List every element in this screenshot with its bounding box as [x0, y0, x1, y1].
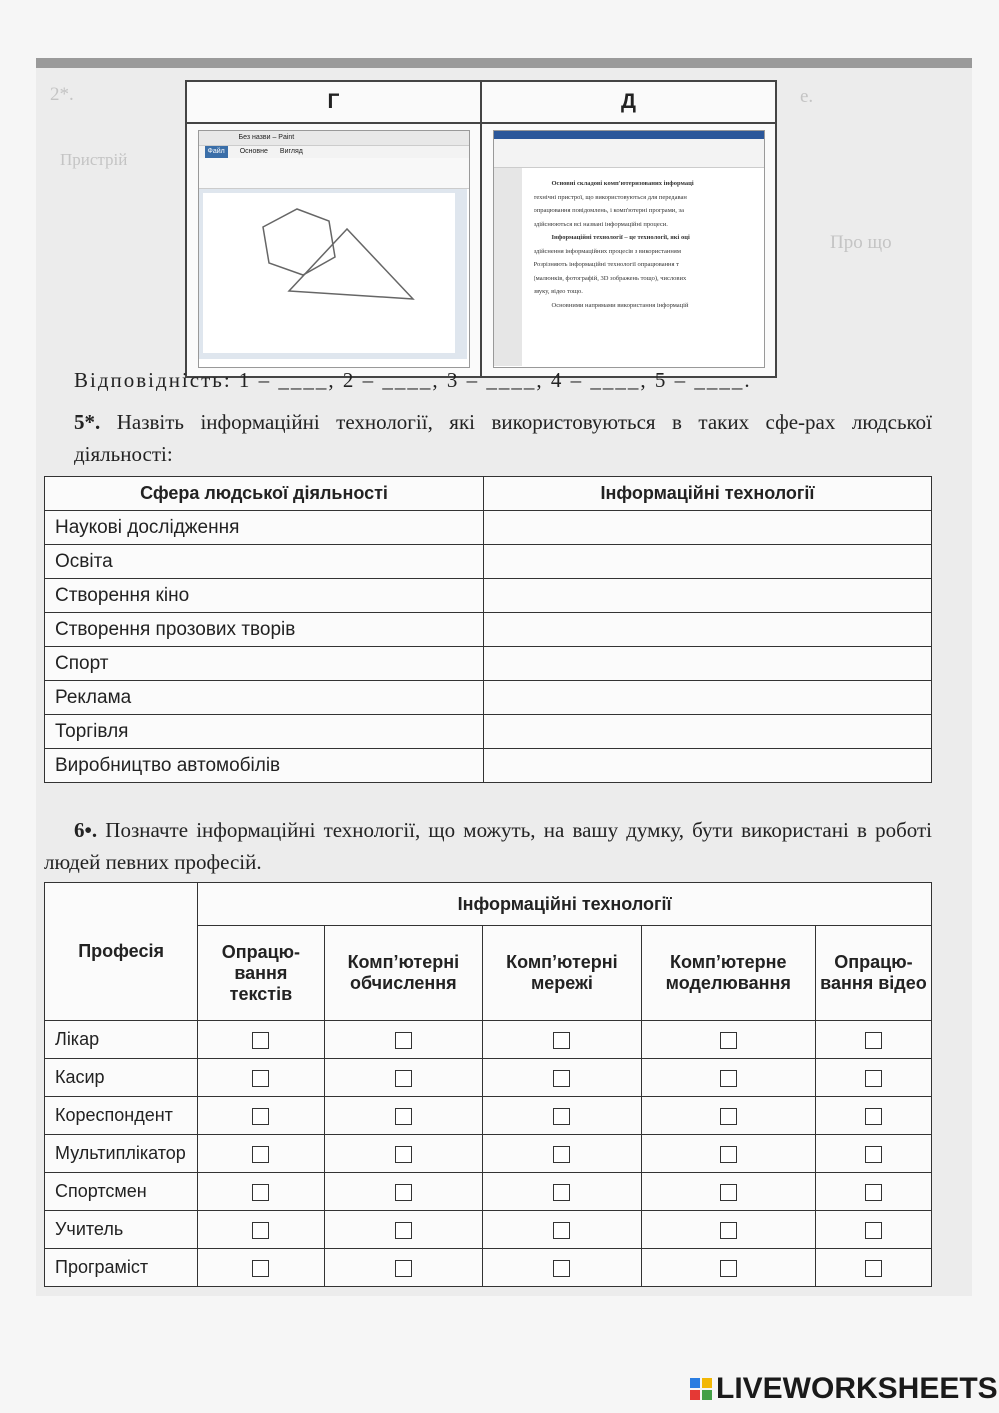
profession-cell: Кореспондент — [45, 1097, 198, 1135]
task6-question: Позначте інформаційні технології, що можуть, на вашу думку, бути використані в роботі людей певних професій. — [44, 818, 932, 874]
checkbox[interactable] — [720, 1108, 737, 1125]
sphere-cell: Торгівля — [45, 715, 484, 749]
checkbox-cell — [815, 1021, 931, 1059]
table-row — [45, 511, 932, 545]
checkbox-cell — [641, 1097, 815, 1135]
task5-text — [74, 406, 932, 470]
it-column-header: Опрацю-вання відео — [815, 926, 931, 1021]
checkbox[interactable] — [865, 1108, 882, 1125]
it-answer-cell[interactable] — [484, 681, 932, 715]
checkbox-cell — [324, 1097, 483, 1135]
checkbox-cell — [324, 1249, 483, 1287]
checkbox[interactable] — [865, 1146, 882, 1163]
bleed-through-text: Пристрій — [60, 150, 128, 169]
checkbox[interactable] — [252, 1032, 269, 1049]
word-doc-line: здійснення інформаційних процесів з використанням — [533, 247, 681, 255]
checkbox[interactable] — [553, 1108, 570, 1125]
it-answer-cell[interactable] — [484, 749, 932, 783]
checkbox[interactable] — [720, 1032, 737, 1049]
word-doc-line: Основні складові комп'ютеризованих інформаці — [551, 180, 694, 187]
task5-col1-header: Сфера людської діяльності — [45, 477, 484, 511]
sphere-cell: Наукові дослідження — [45, 511, 484, 545]
checkbox[interactable] — [865, 1032, 882, 1049]
it-answer-cell[interactable] — [484, 511, 932, 545]
checkbox-cell — [483, 1059, 642, 1097]
table-row — [45, 647, 932, 681]
checkbox[interactable] — [720, 1260, 737, 1277]
table-row — [45, 681, 932, 715]
profession-cell: Спортсмен — [45, 1173, 198, 1211]
checkbox[interactable] — [252, 1222, 269, 1239]
sphere-cell: Освіта — [45, 545, 484, 579]
checkbox-cell — [324, 1173, 483, 1211]
it-column-header: Опрацю-вання текстів — [198, 926, 324, 1021]
figure-g-cell — [186, 123, 481, 377]
sphere-cell: Створення кіно — [45, 579, 484, 613]
it-answer-cell[interactable] — [484, 647, 932, 681]
bleed-through-text: e. — [800, 86, 814, 107]
word-title-bar — [494, 131, 764, 139]
checkbox[interactable] — [252, 1260, 269, 1277]
checkbox[interactable] — [553, 1070, 570, 1087]
checkbox[interactable] — [865, 1222, 882, 1239]
word-doc-line: опрацювання повідомлень, і комп'ютерні програми, за — [533, 207, 684, 214]
checkbox-cell — [198, 1097, 324, 1135]
checkbox[interactable] — [252, 1184, 269, 1201]
checkbox-cell — [483, 1097, 642, 1135]
profession-cell: Мультиплікатор — [45, 1135, 198, 1173]
table-row — [45, 749, 932, 783]
liveworksheets-logo — [690, 1372, 998, 1406]
word-doc-line: (малюнків, фотографій, 3D зображень тощо), числових — [533, 274, 687, 282]
liveworksheets-mark-icon — [690, 1378, 712, 1400]
checkbox-cell — [198, 1021, 324, 1059]
checkbox-cell — [198, 1059, 324, 1097]
checkbox-cell — [815, 1135, 931, 1173]
word-doc-line: здійснюються всі названі інформаційні процеси. — [533, 220, 668, 228]
paint-tab-home: Основне — [239, 148, 268, 155]
bleed-through-text: Про що — [830, 232, 892, 253]
task6-table — [44, 882, 932, 1287]
checkbox-cell — [198, 1249, 324, 1287]
checkbox[interactable] — [553, 1222, 570, 1239]
sphere-cell: Виробництво автомобілів — [45, 749, 484, 783]
sphere-cell: Реклама — [45, 681, 484, 715]
word-ribbon — [494, 139, 764, 168]
checkbox-cell — [324, 1211, 483, 1249]
word-doc-line: Основними напрямами використання інформацій — [551, 301, 689, 309]
checkbox-cell — [815, 1173, 931, 1211]
paint-tab-file: Файл — [205, 146, 228, 158]
sphere-cell: Створення прозових творів — [45, 613, 484, 647]
checkbox-cell — [483, 1249, 642, 1287]
table-row — [45, 1021, 932, 1059]
bleed-through-text: 2*. — [50, 84, 74, 105]
table-row — [45, 1059, 932, 1097]
checkbox[interactable] — [395, 1222, 412, 1239]
checkbox[interactable] — [553, 1146, 570, 1163]
checkbox-cell — [815, 1211, 931, 1249]
table-row — [45, 613, 932, 647]
table-row — [45, 1211, 932, 1249]
checkbox-cell — [324, 1135, 483, 1173]
task5-number: 5*. — [74, 410, 101, 434]
checkbox[interactable] — [395, 1184, 412, 1201]
it-column-header: Комп’ютерні обчислення — [324, 926, 483, 1021]
word-document-text — [534, 177, 760, 312]
profession-cell: Учитель — [45, 1211, 198, 1249]
table-row — [45, 715, 932, 749]
table-row — [45, 1249, 932, 1287]
checkbox[interactable] — [553, 1032, 570, 1049]
matching-line: Відповідність: 1 – ____, 2 – ____, 3 – ____, 4 – ____, 5 – ____. — [74, 368, 752, 392]
checkbox-cell — [483, 1173, 642, 1211]
checkbox[interactable] — [553, 1184, 570, 1201]
it-answer-cell[interactable] — [484, 613, 932, 647]
table-row — [45, 579, 932, 613]
figure-d-header: Д — [481, 81, 776, 123]
figure-g-header: Г — [186, 81, 481, 123]
checkbox[interactable] — [395, 1108, 412, 1125]
checkbox-cell — [198, 1173, 324, 1211]
figures-table — [185, 80, 777, 378]
checkbox-cell — [641, 1135, 815, 1173]
task6-text — [44, 814, 932, 878]
checkbox[interactable] — [553, 1260, 570, 1277]
figure-d-cell — [481, 123, 776, 377]
checkbox-cell — [198, 1211, 324, 1249]
paint-canvas — [199, 189, 467, 359]
checkbox[interactable] — [720, 1146, 737, 1163]
word-doc-line: технічні пристрої, що використовуються для передаван — [533, 193, 687, 201]
checkbox-cell — [815, 1249, 931, 1287]
checkbox-cell — [641, 1059, 815, 1097]
checkbox[interactable] — [720, 1070, 737, 1087]
word-doc-line: Інформаційні технології – це технології, які оці — [551, 234, 690, 241]
checkbox-cell — [815, 1059, 931, 1097]
checkbox[interactable] — [865, 1260, 882, 1277]
sphere-cell: Спорт — [45, 647, 484, 681]
checkbox-cell — [483, 1211, 642, 1249]
task5-question: Назвіть інформаційні технології, які використовуються в таких сфе-рах людської діяльності: — [74, 410, 932, 466]
checkbox-cell — [815, 1097, 931, 1135]
checkbox[interactable] — [395, 1146, 412, 1163]
checkbox[interactable] — [395, 1260, 412, 1277]
checkbox-cell — [198, 1135, 324, 1173]
checkbox-cell — [641, 1021, 815, 1059]
paint-screenshot — [198, 130, 470, 368]
it-answer-cell[interactable] — [484, 715, 932, 749]
paint-title-bar: Без назви – Paint — [199, 131, 469, 146]
word-doc-line: Розрізняють інформаційні технології опрацювання т — [533, 261, 679, 268]
checkbox-cell — [324, 1059, 483, 1097]
checkbox[interactable] — [865, 1070, 882, 1087]
task5-table — [44, 476, 932, 783]
it-answer-cell[interactable] — [484, 545, 932, 579]
checkbox[interactable] — [720, 1222, 737, 1239]
it-column-header: Комп’ютерне моделювання — [641, 926, 815, 1021]
paint-tabs — [199, 146, 469, 158]
checkbox[interactable] — [252, 1070, 269, 1087]
checkbox[interactable] — [395, 1070, 412, 1087]
profession-cell: Лікар — [45, 1021, 198, 1059]
table-row — [45, 1135, 932, 1173]
paint-tab-view: Вигляд — [279, 148, 303, 155]
word-margin — [494, 168, 522, 366]
checkbox-cell — [483, 1021, 642, 1059]
profession-cell: Програміст — [45, 1249, 198, 1287]
checkbox[interactable] — [395, 1032, 412, 1049]
checkbox-cell — [641, 1249, 815, 1287]
table-row — [45, 1173, 932, 1211]
checkbox[interactable] — [720, 1184, 737, 1201]
checkbox-cell — [641, 1211, 815, 1249]
it-group-header: Інформаційні технології — [198, 883, 932, 926]
checkbox-cell — [324, 1021, 483, 1059]
task6-number: 6•. — [74, 818, 98, 842]
checkbox[interactable] — [252, 1146, 269, 1163]
table-row — [45, 1097, 932, 1135]
it-answer-cell[interactable] — [484, 579, 932, 613]
logo-text: LIVEWORKSHEETS — [716, 1372, 998, 1405]
word-screenshot — [493, 130, 765, 368]
checkbox[interactable] — [252, 1108, 269, 1125]
task5-col2-header: Інформаційні технології — [484, 477, 932, 511]
checkbox-cell — [483, 1135, 642, 1173]
paint-ribbon — [199, 158, 469, 189]
profession-cell: Касир — [45, 1059, 198, 1097]
word-doc-line: звуку, відео тощо. — [533, 288, 583, 295]
page-top-edge — [36, 58, 972, 68]
table-row — [45, 545, 932, 579]
profession-header: Професія — [45, 883, 198, 1021]
checkbox[interactable] — [865, 1184, 882, 1201]
it-column-header: Комп’ютерні мережі — [483, 926, 642, 1021]
checkbox-cell — [641, 1173, 815, 1211]
